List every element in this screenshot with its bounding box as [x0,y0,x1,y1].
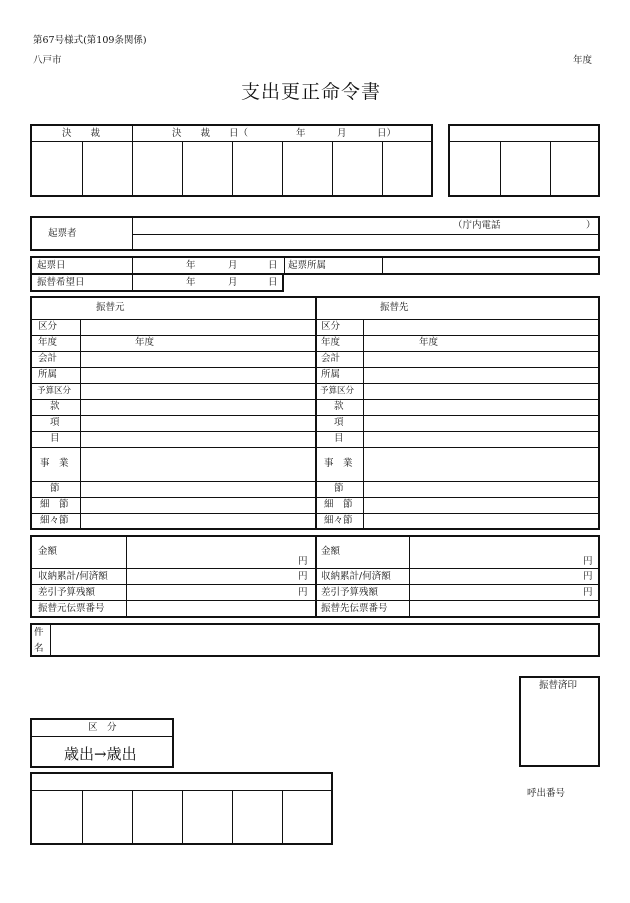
drafter-box [30,216,600,251]
dest-slip-label: 振替先伝票番号 [321,603,388,614]
call-number-label: 呼出番号 [527,788,566,799]
dst-row-kan: 款 [334,401,344,412]
draft-date-label: 起票日 [37,260,66,271]
dst-cumulative-label: 収納累計/何済額 [321,571,391,582]
dst-balance-label: 差引予算残額 [321,587,379,598]
category-label: 区 分 [88,722,117,733]
fiscal-year-header: 年度 [573,55,593,66]
draft-dept-label: 起票所属 [288,260,327,271]
src-row-kaikei: 会計 [38,353,58,364]
src-row-shozoku: 所属 [38,369,58,380]
src-row-setsu: 節 [50,483,60,494]
drafter-label: 起票者 [48,228,77,239]
page-title: 支出更正命令書 [241,81,382,103]
bottom-stamp-grid [30,772,333,845]
src-row-saisaisetsu: 細々節 [40,515,69,526]
form-number: 第67号様式(第109条関係) [33,35,147,46]
dst-row-shozoku: 所属 [321,369,341,380]
src-balance-yen: 円 [298,587,308,598]
transfer-year: 年 [186,277,196,288]
kessai-date-label: 決 裁 日（ [172,128,249,139]
dst-row-saisetsu: 細 節 [324,499,353,510]
category-value: 歳出→歳出 [64,745,137,763]
src-cumulative-label: 収納累計/何済額 [38,571,108,582]
dst-amount-label: 金額 [321,546,341,557]
draft-day: 日 [268,260,278,271]
source-slip-label: 振替元伝票番号 [38,603,105,614]
src-row-yosan: 予算区分 [37,386,72,396]
kessai-month: 月 [337,128,347,139]
dest-title: 振替先 [380,302,409,313]
dst-row-kubun: 区分 [321,321,341,332]
kessai-label: 決 裁 [62,128,101,139]
phone-close: ） [586,220,596,231]
subject-label-2: 名 [34,643,44,654]
transfer-date-label: 振替希望日 [37,277,85,288]
subject-label-1: 件 [34,627,44,638]
dst-row-saisaisetsu: 細々節 [324,515,353,526]
transfer-table [30,296,600,530]
amount-table [30,535,600,618]
src-amount-label: 金額 [38,546,58,557]
src-row-kou: 項 [50,417,60,428]
src-row-jigyo: 事 業 [40,458,69,469]
draft-year: 年 [186,260,196,271]
src-row-saisetsu: 細 節 [40,499,69,510]
transfer-day: 日 [268,277,278,288]
subject-box [30,623,600,657]
approval-box-right [448,124,600,197]
dst-fiscal-year-value: 年度 [419,337,439,348]
src-row-kan: 款 [50,401,60,412]
src-balance-label: 差引予算残額 [38,587,96,598]
dst-cumulative-yen: 円 [583,571,593,582]
kessai-day: 日） [377,128,397,139]
dst-row-moku: 目 [334,433,344,444]
dst-row-nendo: 年度 [321,337,341,348]
transfer-month: 月 [228,277,238,288]
dst-row-kaikei: 会計 [321,353,341,364]
dst-row-yosan: 予算区分 [320,386,355,396]
dst-row-kou: 項 [334,417,344,428]
src-amount-yen: 円 [298,556,308,567]
dst-row-jigyo: 事 業 [324,458,353,469]
src-row-nendo: 年度 [38,337,58,348]
source-title: 振替元 [96,302,125,313]
city-name: 八戸市 [33,55,62,66]
dst-row-setsu: 節 [334,483,344,494]
src-row-moku: 目 [50,433,60,444]
src-cumulative-yen: 円 [298,571,308,582]
dst-amount-yen: 円 [583,556,593,567]
phone-label: （庁内電話 [453,220,501,231]
src-row-kubun: 区分 [38,321,58,332]
dst-balance-yen: 円 [583,587,593,598]
src-fiscal-year-value: 年度 [135,337,155,348]
draft-month: 月 [228,260,238,271]
stamp-label: 振替済印 [539,680,578,691]
kessai-year: 年 [296,128,306,139]
